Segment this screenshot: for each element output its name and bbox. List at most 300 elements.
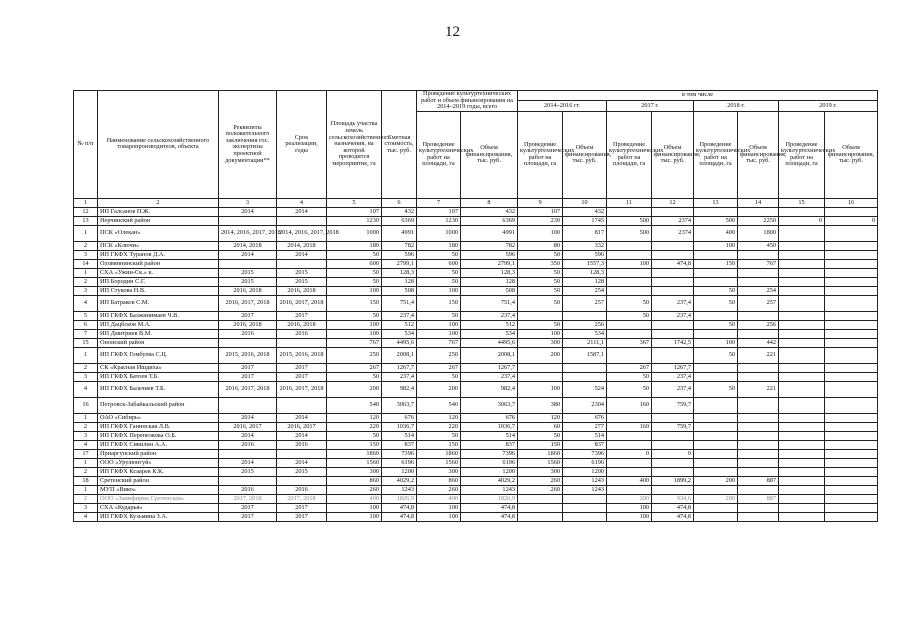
table-cell — [738, 207, 779, 216]
table-cell — [825, 512, 878, 521]
table-cell: 2017 — [277, 503, 327, 512]
table-cell — [779, 397, 825, 413]
table-cell: 2016 — [219, 485, 277, 494]
table-cell: 2 — [74, 422, 98, 431]
table-cell: 3 — [74, 250, 98, 259]
table-cell — [738, 413, 779, 422]
table-cell: 180 — [417, 241, 461, 250]
table-row — [74, 467, 878, 476]
table-cell: 4 — [74, 295, 98, 311]
column-number: 15 — [779, 198, 825, 207]
table-cell: 2014 — [277, 250, 327, 259]
table-row — [74, 503, 878, 512]
table-cell — [607, 241, 652, 250]
column-number: 1 — [74, 198, 98, 207]
table-cell: 751,4 — [382, 295, 417, 311]
table-cell: 100 — [518, 225, 563, 241]
table-cell: 2016 — [277, 329, 327, 338]
header-year-2018: 2018 г. — [694, 101, 779, 112]
table-cell — [779, 363, 825, 372]
header-year-2014-2016: 2014–2016 гг. — [518, 101, 607, 112]
table-cell: 2 — [74, 494, 98, 503]
table-row — [74, 485, 878, 494]
header-sub-works: Проведение культуртехнических работ на площади, га — [779, 111, 825, 198]
table-cell — [607, 413, 652, 422]
table-cell: 260 — [518, 485, 563, 494]
table-cell: 2 — [74, 363, 98, 372]
table-cell: 2015 — [219, 467, 277, 476]
table-cell: 1243 — [461, 485, 518, 494]
table-cell: 2017 — [277, 512, 327, 521]
table-cell: 100 — [607, 512, 652, 521]
table-cell — [738, 363, 779, 372]
table-cell — [779, 277, 825, 286]
table-cell: 782 — [461, 241, 518, 250]
table-cell — [652, 458, 694, 467]
table-cell: 128 — [461, 277, 518, 286]
row-name-cell: ИП ГКФХ Ганинская Л.В. — [98, 422, 219, 431]
table-cell: 508 — [382, 286, 417, 295]
table-cell — [738, 372, 779, 381]
table-cell — [779, 413, 825, 422]
table-cell: 50 — [607, 372, 652, 381]
table-cell: 432 — [563, 207, 607, 216]
table-cell: 1230 — [417, 216, 461, 225]
table-cell — [825, 397, 878, 413]
table-cell: 50 — [417, 311, 461, 320]
table-cell: 514 — [382, 431, 417, 440]
table-cell — [607, 207, 652, 216]
table-cell: 254 — [738, 286, 779, 295]
table-cell: 7396 — [563, 449, 607, 458]
table-cell — [694, 512, 738, 521]
table-cell: 1200 — [461, 467, 518, 476]
table-cell — [518, 372, 563, 381]
table-cell: 2017 — [219, 311, 277, 320]
table-cell: 534 — [382, 329, 417, 338]
table-cell: 2016, 2017 — [219, 422, 277, 431]
table-cell — [738, 440, 779, 449]
table-row — [74, 372, 878, 381]
table-cell — [825, 286, 878, 295]
table-cell: 120 — [327, 413, 382, 422]
table-cell: 860 — [327, 476, 382, 485]
table-cell: 160 — [607, 397, 652, 413]
table-cell: 514 — [461, 431, 518, 440]
table-cell: 2374 — [652, 216, 694, 225]
table-cell: 4 — [74, 512, 98, 521]
column-number: 8 — [461, 198, 518, 207]
table-cell: 837 — [563, 440, 607, 449]
table-cell: 2014 — [219, 250, 277, 259]
table-cell: 237,4 — [382, 372, 417, 381]
table-cell: 2250 — [738, 216, 779, 225]
table-cell: 50 — [327, 431, 382, 440]
table-cell: 220 — [417, 422, 461, 431]
table-cell: 2014 — [219, 458, 277, 467]
table-cell: 200 — [694, 494, 738, 503]
table-cell: 17 — [74, 449, 98, 458]
header-sub-volume: Объем финансирования, тыс. руб. — [563, 111, 607, 198]
table-cell — [652, 250, 694, 259]
table-cell: 18 — [74, 476, 98, 485]
table-cell: 256 — [563, 320, 607, 329]
table-cell: 6196 — [461, 458, 518, 467]
table-cell: 128,3 — [461, 268, 518, 277]
table-cell — [779, 311, 825, 320]
table-cell: 128,3 — [563, 268, 607, 277]
table-cell — [694, 422, 738, 431]
table-cell: 596 — [563, 250, 607, 259]
table-cell — [779, 476, 825, 485]
table-cell — [694, 311, 738, 320]
table-cell: 100 — [417, 320, 461, 329]
table-cell: 160 — [607, 422, 652, 431]
table-cell: 2304 — [563, 397, 607, 413]
table-cell: 50 — [417, 250, 461, 259]
table-cell: 15 — [74, 338, 98, 347]
table-cell — [738, 268, 779, 277]
table-cell: 260 — [327, 485, 382, 494]
table-cell: 1000 — [417, 225, 461, 241]
row-name-cell: СК «Красная Ишдиха» — [98, 363, 219, 372]
table-cell: 596 — [382, 250, 417, 259]
table-cell — [607, 467, 652, 476]
table-cell — [779, 449, 825, 458]
table-cell — [738, 397, 779, 413]
header-deadlines: Срок реализации, годы — [277, 91, 327, 199]
table-cell — [779, 295, 825, 311]
table-cell: 1200 — [563, 467, 607, 476]
table-cell — [694, 413, 738, 422]
table-cell — [825, 347, 878, 363]
table-cell: 676 — [382, 413, 417, 422]
table-cell: 887 — [738, 476, 779, 485]
table-row — [74, 216, 878, 225]
table-body — [74, 198, 878, 521]
table-cell: 2017 — [219, 503, 277, 512]
table-cell: 514 — [563, 431, 607, 440]
row-name-cell: СХА «Кударья» — [98, 503, 219, 512]
column-number: 5 — [327, 198, 382, 207]
table-cell — [825, 225, 878, 241]
table-cell: 2017 — [277, 363, 327, 372]
table-cell: 2014 — [219, 431, 277, 440]
row-name-cell: ПСК «Олекан» — [98, 225, 219, 241]
table-cell: 50 — [417, 277, 461, 286]
table-cell: 100 — [607, 503, 652, 512]
row-name-cell: Оловяннинский район — [98, 259, 219, 268]
table-cell — [779, 338, 825, 347]
table-cell — [219, 476, 277, 485]
table-cell: 2799,1 — [461, 259, 518, 268]
table-cell: 474,8 — [461, 503, 518, 512]
table-cell — [779, 329, 825, 338]
table-cell — [518, 311, 563, 320]
table-cell — [825, 422, 878, 431]
table-cell: 982,4 — [382, 381, 417, 397]
table-cell: 230 — [518, 216, 563, 225]
table-cell: 1860 — [417, 449, 461, 458]
table-cell: 100 — [417, 512, 461, 521]
table-row — [74, 476, 878, 485]
column-number: 9 — [518, 198, 563, 207]
table-cell: 180 — [327, 241, 382, 250]
table-cell — [825, 458, 878, 467]
table-cell: 2016, 2017 — [277, 422, 327, 431]
table-cell — [825, 250, 878, 259]
table-cell — [652, 431, 694, 440]
table-cell — [563, 311, 607, 320]
row-name-cell: ИП ГКФХ Сивилин А.А. — [98, 440, 219, 449]
table-cell: 1560 — [327, 458, 382, 467]
table-cell: 2014, 2018 — [219, 241, 277, 250]
table-cell: 534 — [461, 329, 518, 338]
table-cell: 596 — [461, 250, 518, 259]
table-cell — [825, 503, 878, 512]
table-cell: 3 — [74, 431, 98, 440]
table-cell: 150 — [327, 440, 382, 449]
table-cell — [738, 512, 779, 521]
table-cell — [779, 512, 825, 521]
table-cell: 50 — [518, 286, 563, 295]
table-cell: 1745 — [563, 216, 607, 225]
table-cell — [779, 440, 825, 449]
table-cell: 1243 — [563, 485, 607, 494]
table-cell: 837 — [382, 440, 417, 449]
table-cell — [607, 286, 652, 295]
table-cell: 13 — [74, 216, 98, 225]
column-number: 2 — [98, 198, 219, 207]
table-cell: 200 — [607, 494, 652, 503]
table-cell: 16 — [74, 397, 98, 413]
table-cell: 257 — [738, 295, 779, 311]
table-cell: 257 — [563, 295, 607, 311]
table-cell — [825, 431, 878, 440]
table-cell: 237,4 — [461, 311, 518, 320]
table-cell: 50 — [607, 295, 652, 311]
table-cell: 860 — [417, 476, 461, 485]
table-cell: 50 — [417, 372, 461, 381]
table-cell: 237,4 — [652, 295, 694, 311]
table-cell: 80 — [518, 241, 563, 250]
table-cell — [694, 503, 738, 512]
table-cell: 2015, 2016, 2018 — [277, 347, 327, 363]
table-cell — [694, 329, 738, 338]
header-sub-volume: Объем финансирования, тыс. руб. — [825, 111, 878, 198]
table-cell: 817 — [563, 225, 607, 241]
table-cell: 0 — [825, 216, 878, 225]
table-row — [74, 397, 878, 413]
table-cell: 1560 — [417, 458, 461, 467]
table-cell: 200 — [518, 347, 563, 363]
table-row — [74, 413, 878, 422]
table-cell: 1800 — [738, 225, 779, 241]
table-cell — [694, 250, 738, 259]
table-cell: 250 — [327, 347, 382, 363]
table-cell — [607, 268, 652, 277]
table-cell — [738, 422, 779, 431]
table-cell — [219, 259, 277, 268]
table-cell — [825, 277, 878, 286]
table-cell — [825, 363, 878, 372]
table-cell: 107 — [417, 207, 461, 216]
table-cell: 1036,7 — [382, 422, 417, 431]
table-cell — [219, 338, 277, 347]
table-cell: 2014 — [277, 413, 327, 422]
table-cell: 50 — [518, 320, 563, 329]
table-cell — [825, 268, 878, 277]
table-cell — [652, 440, 694, 449]
column-number: 6 — [382, 198, 417, 207]
column-number: 16 — [825, 198, 878, 207]
row-name-cell: ИП ГКФХ Балжинимаев Ч.В. — [98, 311, 219, 320]
table-cell — [779, 259, 825, 268]
header-sub-volume: Объем финансирования, тыс. руб. — [652, 111, 694, 198]
table-cell: 220 — [327, 422, 382, 431]
table-cell: 200 — [417, 381, 461, 397]
table-cell: 2016 — [219, 440, 277, 449]
table-cell: 50 — [694, 295, 738, 311]
table-cell: 1267,7 — [382, 363, 417, 372]
table-row — [74, 277, 878, 286]
table-cell: 14 — [74, 259, 98, 268]
table-cell — [652, 241, 694, 250]
table-cell — [694, 363, 738, 372]
table-cell — [277, 397, 327, 413]
table-cell: 2014 — [277, 458, 327, 467]
table-cell: 1587,1 — [563, 347, 607, 363]
table-row — [74, 329, 878, 338]
row-name-cell: ИП ГКФХ Гомбуева С.Ц. — [98, 347, 219, 363]
table-cell: 534 — [563, 329, 607, 338]
table-cell: 0 — [607, 449, 652, 458]
table-cell — [738, 431, 779, 440]
table-cell: 100 — [518, 381, 563, 397]
table-cell: 267 — [417, 363, 461, 372]
table-cell — [825, 372, 878, 381]
table-cell: 221 — [738, 347, 779, 363]
row-name-cell: Петровск-Забайкальский район — [98, 397, 219, 413]
table-cell: 2015 — [277, 268, 327, 277]
table-cell: 837 — [461, 440, 518, 449]
table-cell: 2016, 2018 — [219, 320, 277, 329]
table-cell: 150 — [327, 295, 382, 311]
header-year-2019: 2019 г. — [779, 101, 878, 112]
table-cell: 450 — [738, 241, 779, 250]
table-cell — [738, 277, 779, 286]
table-cell — [825, 494, 878, 503]
table-row — [74, 494, 878, 503]
table-cell: 512 — [382, 320, 417, 329]
table-cell — [652, 467, 694, 476]
table-cell: 2 — [74, 467, 98, 476]
table-cell: 2014 — [219, 413, 277, 422]
table-cell: 50 — [327, 277, 382, 286]
table-cell: 0 — [779, 216, 825, 225]
header-num: № п/п — [74, 91, 98, 199]
table-row — [74, 320, 878, 329]
column-number: 10 — [563, 198, 607, 207]
table-cell: 474,8 — [652, 512, 694, 521]
table-cell: 540 — [417, 397, 461, 413]
row-name-cell: ИП Галсанов П.Ж. — [98, 207, 219, 216]
table-row — [74, 381, 878, 397]
table-cell: 2015, 2016, 2018 — [219, 347, 277, 363]
table-cell — [694, 277, 738, 286]
table-cell: 2017 — [277, 311, 327, 320]
table-cell: 474,8 — [652, 259, 694, 268]
table-cell: 1230 — [327, 216, 382, 225]
table-cell: 150 — [694, 259, 738, 268]
table-cell: 2374 — [652, 225, 694, 241]
table-cell — [779, 268, 825, 277]
table-cell: 2016, 2017, 2018 — [277, 381, 327, 397]
table-cell: 2016 — [277, 440, 327, 449]
table-cell: 676 — [461, 413, 518, 422]
table-row — [74, 347, 878, 363]
table-cell: 2015 — [219, 268, 277, 277]
table-cell: 6 — [74, 320, 98, 329]
table-cell: 2016, 2017, 2018 — [219, 295, 277, 311]
table-cell: 2017, 2018 — [219, 494, 277, 503]
row-name-cell: Ононский район — [98, 338, 219, 347]
table-cell: 4991 — [382, 225, 417, 241]
table-cell — [694, 431, 738, 440]
table-cell: 50 — [607, 381, 652, 397]
table-cell — [607, 458, 652, 467]
table-cell: 4495,6 — [461, 338, 518, 347]
row-name-cell: ООО «Заимфирма Сретенская» — [98, 494, 219, 503]
table-cell: 1000 — [327, 225, 382, 241]
table-cell: 400 — [417, 494, 461, 503]
row-name-cell: ИП Батраков С.М. — [98, 295, 219, 311]
table-cell — [694, 440, 738, 449]
table-cell — [825, 329, 878, 338]
table-cell: 128 — [563, 277, 607, 286]
table-cell: 1 — [74, 413, 98, 422]
column-number: 11 — [607, 198, 652, 207]
table-cell — [779, 250, 825, 259]
table-cell: 150 — [518, 440, 563, 449]
header-requisites: Реквизиты положительного заключения гос. экспертизы проектной документации** — [219, 91, 277, 199]
table-cell: 4991 — [461, 225, 518, 241]
table-cell: 2016, 2017, 2018 — [277, 295, 327, 311]
table-cell — [518, 503, 563, 512]
table-cell — [219, 397, 277, 413]
table-cell: 400 — [694, 225, 738, 241]
table-row — [74, 363, 878, 372]
table-cell — [694, 397, 738, 413]
table-cell: 100 — [327, 320, 382, 329]
table-cell: 12 — [74, 207, 98, 216]
table-cell: 300 — [327, 467, 382, 476]
table-cell — [277, 449, 327, 458]
table-cell: 7396 — [382, 449, 417, 458]
table-cell: 1200 — [382, 467, 417, 476]
table-cell: 474,8 — [382, 512, 417, 521]
table-cell: 432 — [461, 207, 518, 216]
table-cell: 237,4 — [461, 372, 518, 381]
table-cell: 2017 — [219, 512, 277, 521]
table-cell — [779, 458, 825, 467]
row-name-cell: ИП ГКФХ Бальчиев Т.Б. — [98, 381, 219, 397]
table-cell: 367 — [607, 338, 652, 347]
table-cell: 4 — [74, 440, 98, 449]
header-sub-works: Проведение культуртехнических работ на площади, га — [607, 111, 652, 198]
table-cell: 267 — [327, 363, 382, 372]
table-cell — [607, 440, 652, 449]
